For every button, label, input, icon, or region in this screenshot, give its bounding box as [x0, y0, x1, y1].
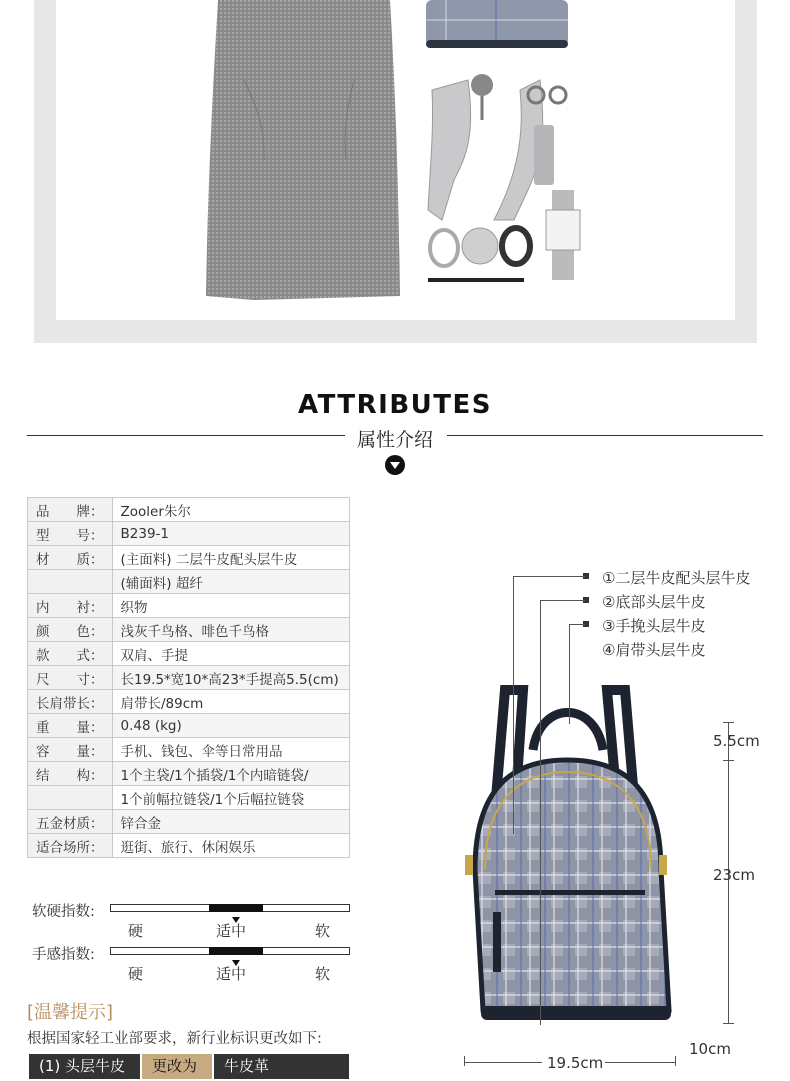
- outfit-photo-panel: [34, 0, 757, 343]
- old-label-chip: (1) 头层牛皮: [29, 1054, 140, 1079]
- attributes-title: ATTRIBUTES: [297, 390, 493, 420]
- spec-value: 锌合金: [112, 810, 350, 834]
- spec-value: 浅灰千鸟格、啡色千鸟格: [112, 618, 350, 642]
- body-height-label: 23cm: [713, 866, 755, 884]
- callout-1: ①二层牛皮配头层牛皮: [602, 569, 751, 587]
- spec-key: 重 量：: [28, 714, 113, 738]
- spec-key: 五金材质：: [28, 810, 113, 834]
- spec-key: [28, 570, 113, 594]
- spec-key: 型 号：: [28, 522, 113, 546]
- scale-mid-text: 适中: [216, 965, 247, 983]
- table-row: [28, 570, 350, 594]
- spec-value: 1个主袋/1个插袋/1个内暗链袋/: [112, 762, 350, 786]
- callout-4: ④肩带头层牛皮: [602, 641, 706, 659]
- spec-key: 材 质：: [28, 546, 113, 570]
- dim-tick: [464, 1056, 465, 1066]
- table-row: [28, 522, 350, 546]
- change-label-chip: 更改为: [142, 1054, 212, 1079]
- feel-scale: [27, 943, 352, 987]
- scale-indicator: [209, 947, 263, 955]
- width-dim-line: [605, 1062, 676, 1063]
- spec-value: 双肩、手提: [112, 642, 350, 666]
- notice-title: [温馨提示]: [27, 1002, 114, 1023]
- dress-image: [204, 0, 402, 300]
- callout-2: ②底部头层牛皮: [602, 593, 706, 611]
- spec-key: 品 牌：: [28, 498, 113, 522]
- scale-bar: [110, 904, 350, 912]
- table-row: [28, 594, 350, 618]
- table-row: [28, 810, 350, 834]
- table-row: [28, 666, 350, 690]
- hardness-scale: [27, 900, 352, 944]
- leader-line: [540, 600, 541, 1025]
- spec-key: 适合场所：: [28, 834, 113, 858]
- table-row: [28, 546, 350, 570]
- arrow-down-icon: [385, 455, 405, 475]
- spec-key: 容 量：: [28, 738, 113, 762]
- scale-left-text: 硬: [128, 965, 144, 983]
- spec-value: 0.48 (kg): [112, 714, 350, 738]
- table-row: [28, 642, 350, 666]
- scale-bar: [110, 947, 350, 955]
- bag-image: [426, 0, 568, 52]
- scale-mid-text: 适中: [216, 922, 247, 940]
- table-row: [28, 618, 350, 642]
- table-row: [28, 738, 350, 762]
- scale-left-text: 硬: [128, 922, 144, 940]
- spec-value: 手机、钱包、伞等日常用品: [112, 738, 350, 762]
- scale-right-text: 软: [315, 965, 331, 983]
- spec-key: 颜 色：: [28, 618, 113, 642]
- backpack-diagram: [455, 560, 790, 1081]
- backpack-image: [455, 680, 680, 1030]
- table-row: [28, 690, 350, 714]
- leader-line: [540, 600, 585, 601]
- depth-label: 10cm: [689, 1040, 731, 1058]
- dim-tick: [723, 722, 734, 723]
- callout-3: ③手挽头层牛皮: [602, 617, 706, 635]
- spec-key: 款 式：: [28, 642, 113, 666]
- width-label: 19.5cm: [547, 1054, 604, 1072]
- spec-value: (主面料) 二层牛皮配头层牛皮: [112, 546, 350, 570]
- leader-line: [569, 624, 585, 625]
- table-row: [28, 498, 350, 522]
- spec-value: B239-1: [112, 522, 350, 546]
- spec-key: 内 衬：: [28, 594, 113, 618]
- spec-key: 结 构：: [28, 762, 113, 786]
- outfit-photo: [56, 0, 735, 320]
- spec-table: [27, 497, 350, 858]
- spec-key: 长肩带长：: [28, 690, 113, 714]
- table-row: [28, 714, 350, 738]
- handle-height-label: 5.5cm: [713, 732, 760, 750]
- table-row: [28, 762, 350, 786]
- leader-line: [513, 576, 514, 834]
- spec-value: Zooler朱尔: [112, 498, 350, 522]
- dim-tick: [675, 1056, 676, 1066]
- scale-label: 手感指数:: [32, 947, 95, 963]
- dim-tick: [723, 760, 734, 761]
- notice-text: 根据国家轻工业部要求，新行业标识更改如下:: [27, 1031, 322, 1047]
- spec-value: (辅面料) 超纤: [112, 570, 350, 594]
- spec-value: 肩带长/89cm: [112, 690, 350, 714]
- scale-label: 软硬指数:: [32, 904, 95, 920]
- spec-value: 长19.5*宽10*高23*手提高5.5(cm): [112, 666, 350, 690]
- scale-indicator: [209, 904, 263, 912]
- scale-right-text: 软: [315, 922, 331, 940]
- attributes-subtitle: 属性介绍: [356, 429, 433, 451]
- table-row: [28, 834, 350, 858]
- spec-value: 织物: [112, 594, 350, 618]
- accessories-image: [424, 70, 594, 290]
- new-label-chip: 牛皮革: [214, 1054, 349, 1079]
- table-row: [28, 786, 350, 810]
- dim-tick: [723, 1023, 734, 1024]
- width-dim-line: [464, 1062, 542, 1063]
- spec-value: 1个前幅拉链袋/1个后幅拉链袋: [112, 786, 350, 810]
- spec-key: [28, 786, 113, 810]
- spec-key: 尺 寸：: [28, 666, 113, 690]
- leader-line: [513, 576, 585, 577]
- leader-line: [569, 624, 570, 724]
- spec-value: 逛街、旅行、休闲娱乐: [112, 834, 350, 858]
